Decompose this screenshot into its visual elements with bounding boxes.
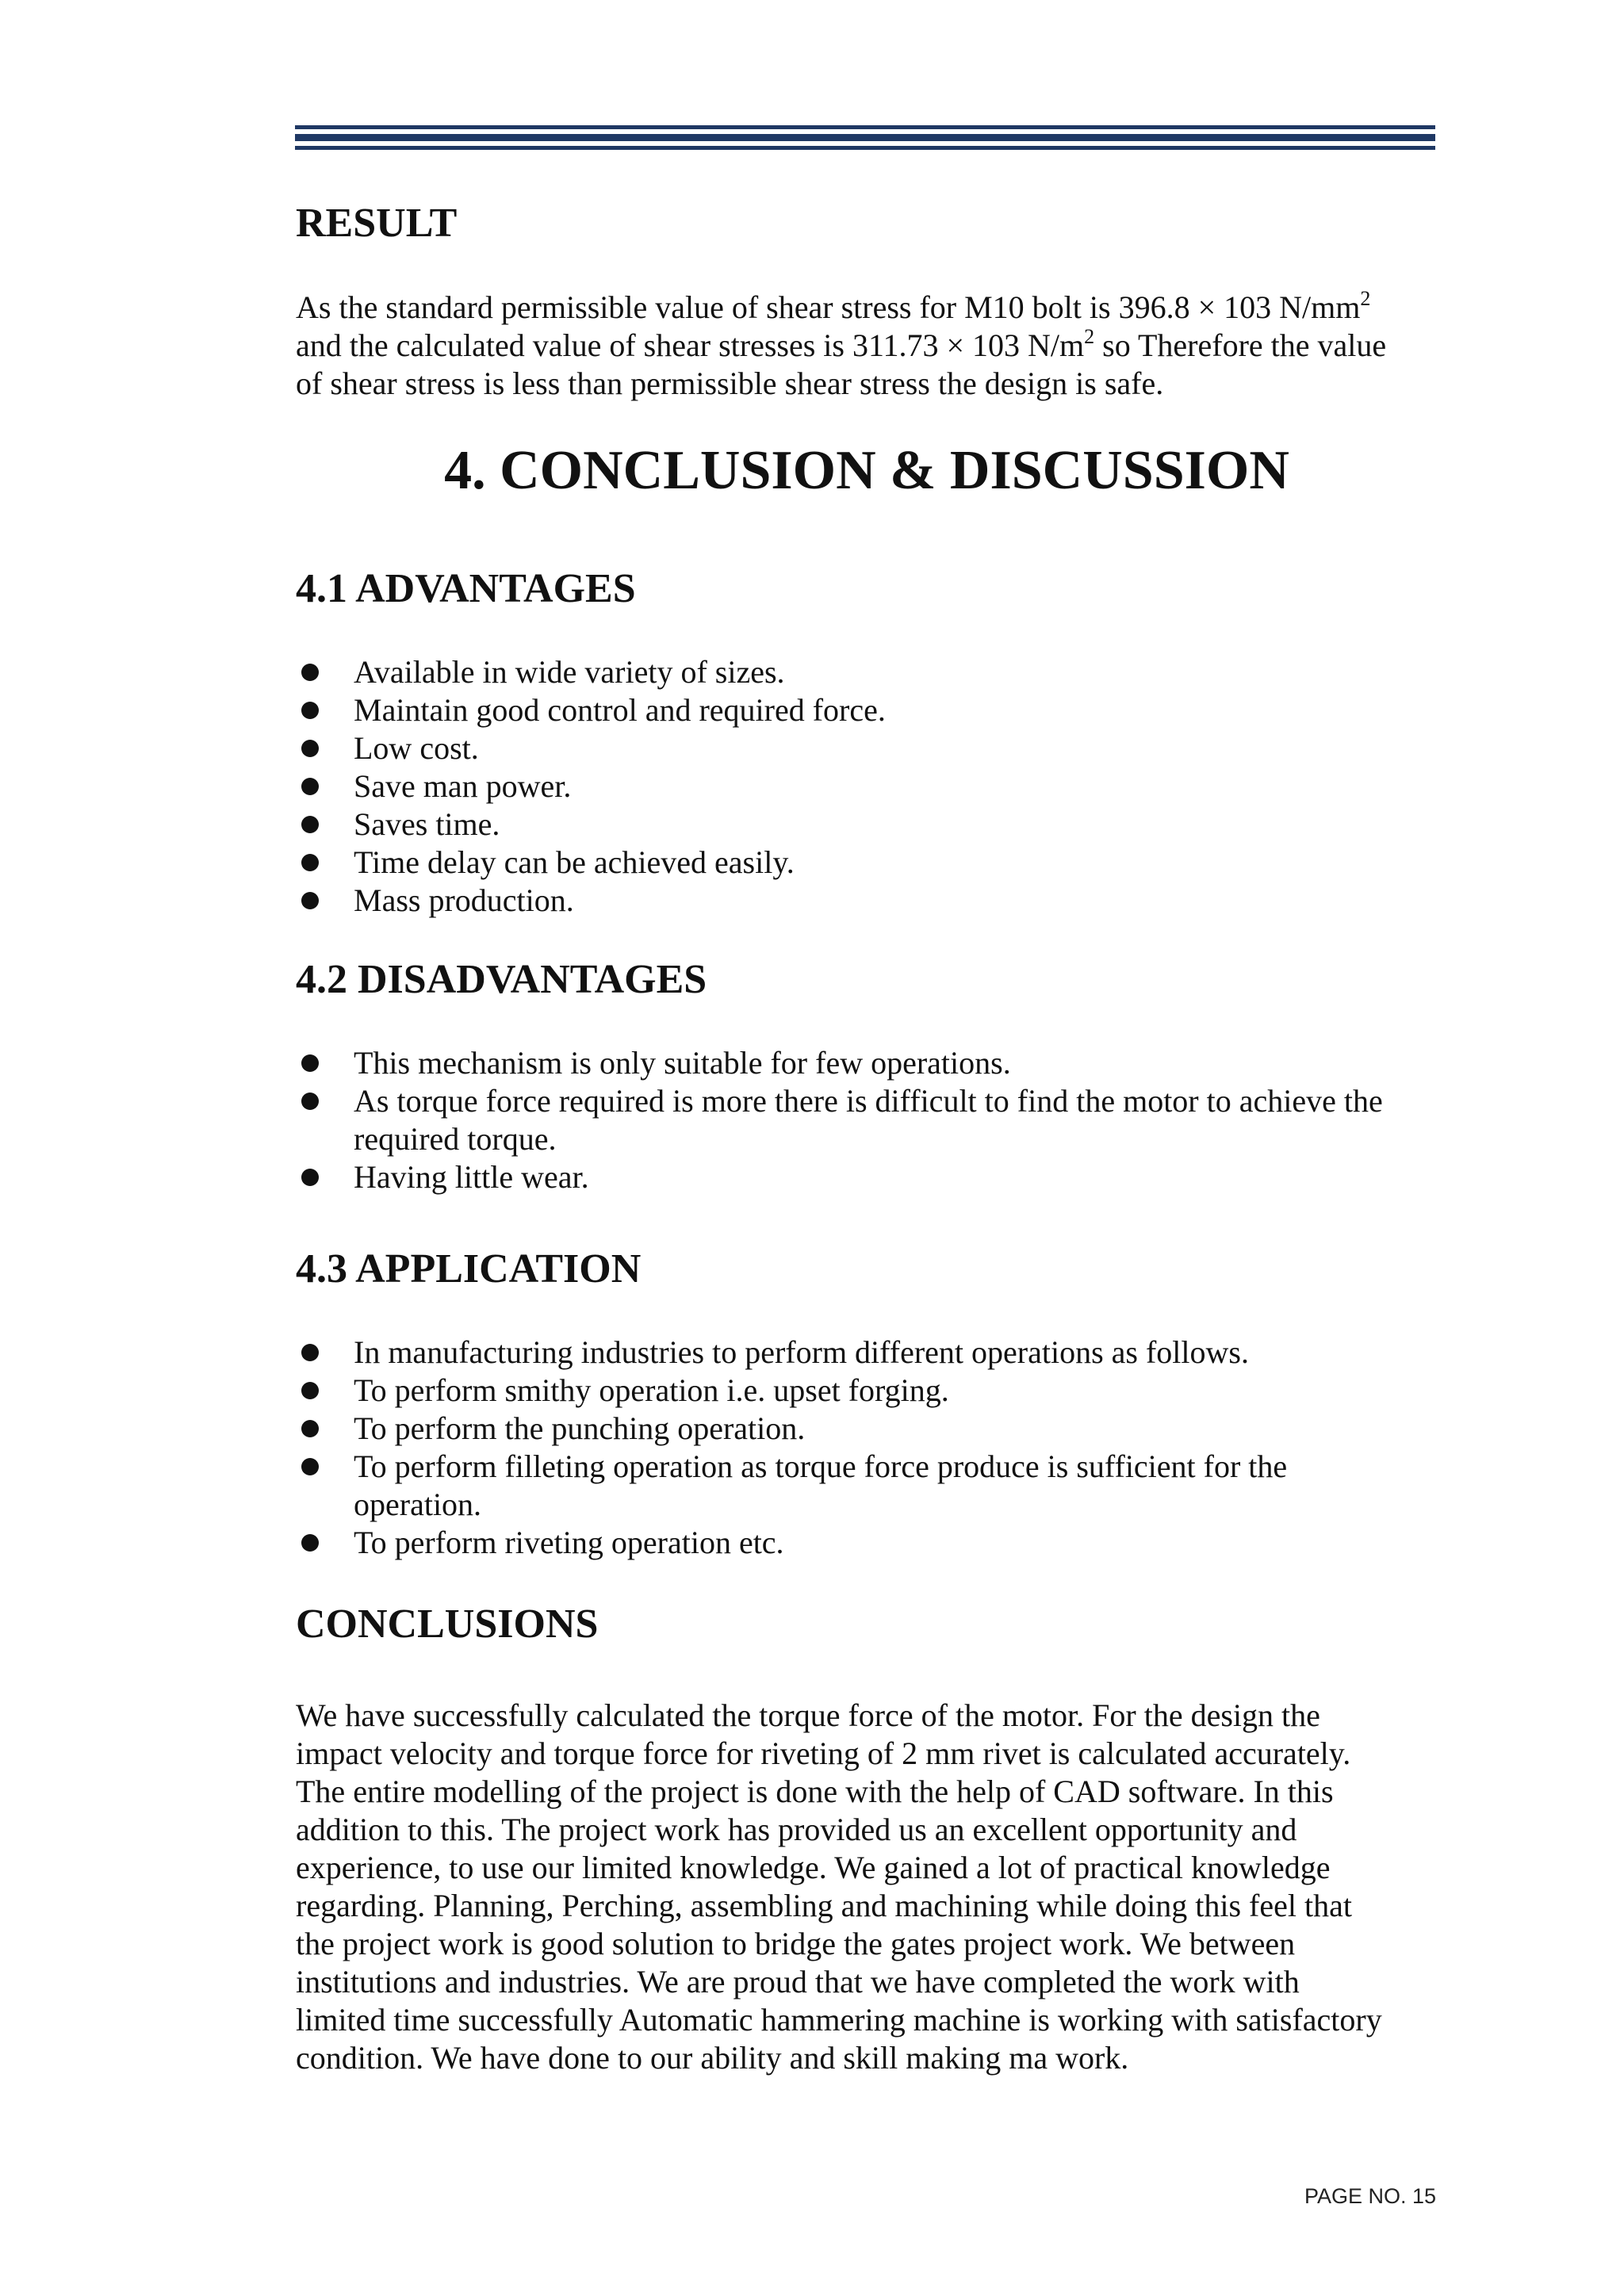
list-item-text: Maintain good control and required force. <box>354 692 886 728</box>
bullet-icon <box>301 1054 319 1072</box>
list-item <box>296 1158 1438 1196</box>
result-line-3: of shear stress is less than permissible shear stress the design is safe. <box>296 365 1164 401</box>
conclusions-line: The entire modelling of the project is done with the help of CAD software. In this <box>296 1774 1334 1809</box>
disadvantages-list <box>296 1044 1438 1196</box>
conclusions-line: condition. We have done to our ability and skill making ma work. <box>296 2040 1129 2076</box>
page-number: PAGE NO. 15 <box>1304 2184 1436 2208</box>
list-item <box>296 806 1438 844</box>
header-rule-line-bottom <box>295 146 1435 150</box>
result-line-2 <box>296 327 1438 365</box>
list-item-text: To perform filleting operation as torque force produce is sufficient for the <box>354 1448 1288 1484</box>
list-item <box>296 691 1438 729</box>
list-item-text: This mechanism is only suitable for few operations. <box>354 1045 1011 1081</box>
application-heading: 4.3 APPLICATION <box>296 1246 642 1292</box>
bullet-icon <box>301 892 319 909</box>
list-item <box>296 1448 1438 1524</box>
list-item <box>296 1372 1438 1410</box>
bullet-icon <box>301 1093 319 1110</box>
bullet-icon <box>301 1458 319 1475</box>
bullet-icon <box>301 778 319 795</box>
list-item <box>296 1410 1438 1448</box>
list-item <box>296 1044 1438 1082</box>
bullet-icon <box>301 816 319 833</box>
result-line-2-text: and the calculated value of shear stresses is 311.73 × 103 N/m <box>296 327 1085 363</box>
list-item <box>296 882 1438 920</box>
result-line-1-superscript: 2 <box>1360 287 1371 310</box>
list-item-text-continued: operation. <box>354 1487 482 1522</box>
header-rule-line-top <box>295 125 1435 129</box>
bullet-icon <box>301 1169 319 1186</box>
bullet-icon <box>301 1534 319 1552</box>
conclusions-line: regarding. Planning, Perching, assembling and machining while doing this feel that <box>296 1888 1352 1923</box>
bullet-icon <box>301 664 319 681</box>
header-rule <box>295 125 1435 151</box>
conclusions-line: the project work is good solution to bridge the gates project work. We between <box>296 1926 1296 1961</box>
list-item <box>296 1334 1438 1372</box>
list-item <box>296 767 1438 806</box>
disadvantages-heading: 4.2 DISADVANTAGES <box>296 957 707 1002</box>
conclusions-heading: CONCLUSIONS <box>296 1601 599 1647</box>
list-item-text: Saves time. <box>354 806 500 842</box>
list-item-text-continued: required torque. <box>354 1121 557 1157</box>
list-item-text: To perform the punching operation. <box>354 1410 806 1446</box>
list-item <box>296 1524 1438 1562</box>
result-line-1-text: As the standard permissible value of shear stress for M10 bolt is 396.8 × 103 N/mm <box>296 289 1361 325</box>
advantages-heading: 4.1 ADVANTAGES <box>296 566 636 611</box>
conclusions-line: institutions and industries. We are proud that we have completed the work with <box>296 1964 1300 1999</box>
list-item <box>296 1082 1438 1158</box>
list-item-text: To perform smithy operation i.e. upset forging. <box>354 1372 949 1408</box>
conclusions-line: impact velocity and torque force for riveting of 2 mm rivet is calculated accurately. <box>296 1735 1351 1771</box>
conclusions-line: addition to this. The project work has provided us an excellent opportunity and <box>296 1812 1297 1847</box>
conclusions-paragraph <box>296 1697 1438 2077</box>
application-list <box>296 1334 1438 1562</box>
list-item-text: In manufacturing industries to perform different operations as follows. <box>354 1334 1249 1370</box>
bullet-icon <box>301 1420 319 1437</box>
conclusions-line: experience, to use our limited knowledge. We gained a lot of practical knowledge <box>296 1850 1331 1885</box>
bullet-icon <box>301 740 319 757</box>
result-line-2-tail: so Therefore the value <box>1094 327 1387 363</box>
list-item <box>296 653 1438 691</box>
list-item <box>296 844 1438 882</box>
header-rule-line-middle <box>295 134 1435 141</box>
advantages-list <box>296 653 1438 920</box>
conclusions-line: We have successfully calculated the torque force of the motor. For the design the <box>296 1697 1320 1733</box>
list-item-text: Low cost. <box>354 730 479 766</box>
bullet-icon <box>301 1344 319 1361</box>
list-item-text: Mass production. <box>354 882 574 918</box>
list-item-text: As torque force required is more there is difficult to find the motor to achieve the <box>354 1083 1383 1119</box>
conclusions-line: limited time successfully Automatic hammering machine is working with satisfactory <box>296 2002 1382 2038</box>
bullet-icon <box>301 1382 319 1399</box>
result-line-1 <box>296 289 1438 327</box>
bullet-icon <box>301 702 319 719</box>
list-item-text: To perform riveting operation etc. <box>354 1525 784 1560</box>
list-item-text: Available in wide variety of sizes. <box>354 654 785 690</box>
list-item <box>296 729 1438 767</box>
list-item-text: Save man power. <box>354 768 572 804</box>
result-line-2-superscript: 2 <box>1084 325 1095 348</box>
list-item-text: Time delay can be achieved easily. <box>354 844 795 880</box>
list-item-text: Having little wear. <box>354 1159 589 1195</box>
bullet-icon <box>301 854 319 871</box>
result-heading: RESULT <box>296 201 458 246</box>
result-paragraph <box>296 289 1438 403</box>
chapter-title: 4. CONCLUSION & DISCUSSION <box>444 440 1289 501</box>
